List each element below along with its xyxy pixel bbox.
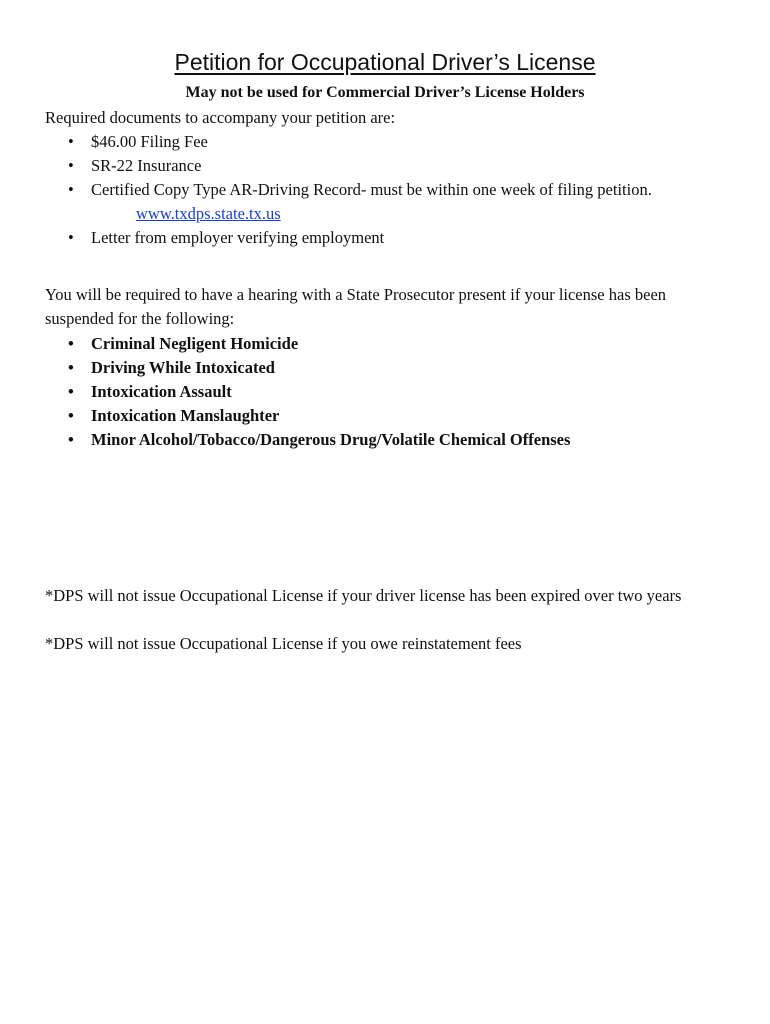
note-expired-license: *DPS will not issue Occupational License if your driver license has been expired over two years <box>45 586 682 605</box>
list-item-text: Intoxication Manslaughter <box>91 406 280 425</box>
list-item-text: Minor Alcohol/Tobacco/Dangerous Drug/Volatile Chemical Offenses <box>91 430 571 449</box>
list-item <box>45 226 735 250</box>
bullet-icon: • <box>68 180 74 199</box>
bullet-icon: • <box>68 430 74 449</box>
required-documents-list <box>45 130 735 250</box>
list-item <box>45 332 735 356</box>
page-subtitle: May not be used for Commercial Driver’s License Holders <box>185 84 585 101</box>
record-link-line <box>45 202 735 226</box>
required-documents-intro: Required documents to accompany your petition are: <box>45 108 396 127</box>
list-item <box>45 178 735 202</box>
bullet-icon: • <box>68 382 74 401</box>
list-item-text: Letter from employer verifying employment <box>91 228 385 247</box>
list-item-text: Intoxication Assault <box>91 382 232 401</box>
list-item <box>45 380 735 404</box>
list-item-text: $46.00 Filing Fee <box>91 132 208 151</box>
list-item-text: SR-22 Insurance <box>91 156 202 175</box>
page-title: Petition for Occupational Driver’s License <box>174 49 596 75</box>
list-item-text: Criminal Negligent Homicide <box>91 334 299 353</box>
list-item-text: Driving While Intoxicated <box>91 358 275 377</box>
list-item <box>45 356 735 380</box>
list-item <box>45 130 735 154</box>
bullet-icon: • <box>68 334 74 353</box>
list-item <box>45 428 735 452</box>
bullet-icon: • <box>68 358 74 377</box>
list-item <box>45 154 735 178</box>
txdps-link[interactable]: www.txdps.state.tx.us <box>136 204 281 223</box>
hearing-requirement-text: You will be required to have a hearing with a State Prosecutor present if your license has been suspended for the following: <box>45 285 667 328</box>
bullet-icon: • <box>68 228 74 247</box>
bullet-icon: • <box>68 132 74 151</box>
list-item-text: Certified Copy Type AR-Driving Record- must be within one week of filing petition. <box>91 180 652 199</box>
offenses-list <box>45 332 735 452</box>
bullet-icon: • <box>68 406 74 425</box>
bullet-icon: • <box>68 156 74 175</box>
list-item <box>45 404 735 428</box>
note-reinstatement-fees: *DPS will not issue Occupational License if you owe reinstatement fees <box>45 634 522 653</box>
